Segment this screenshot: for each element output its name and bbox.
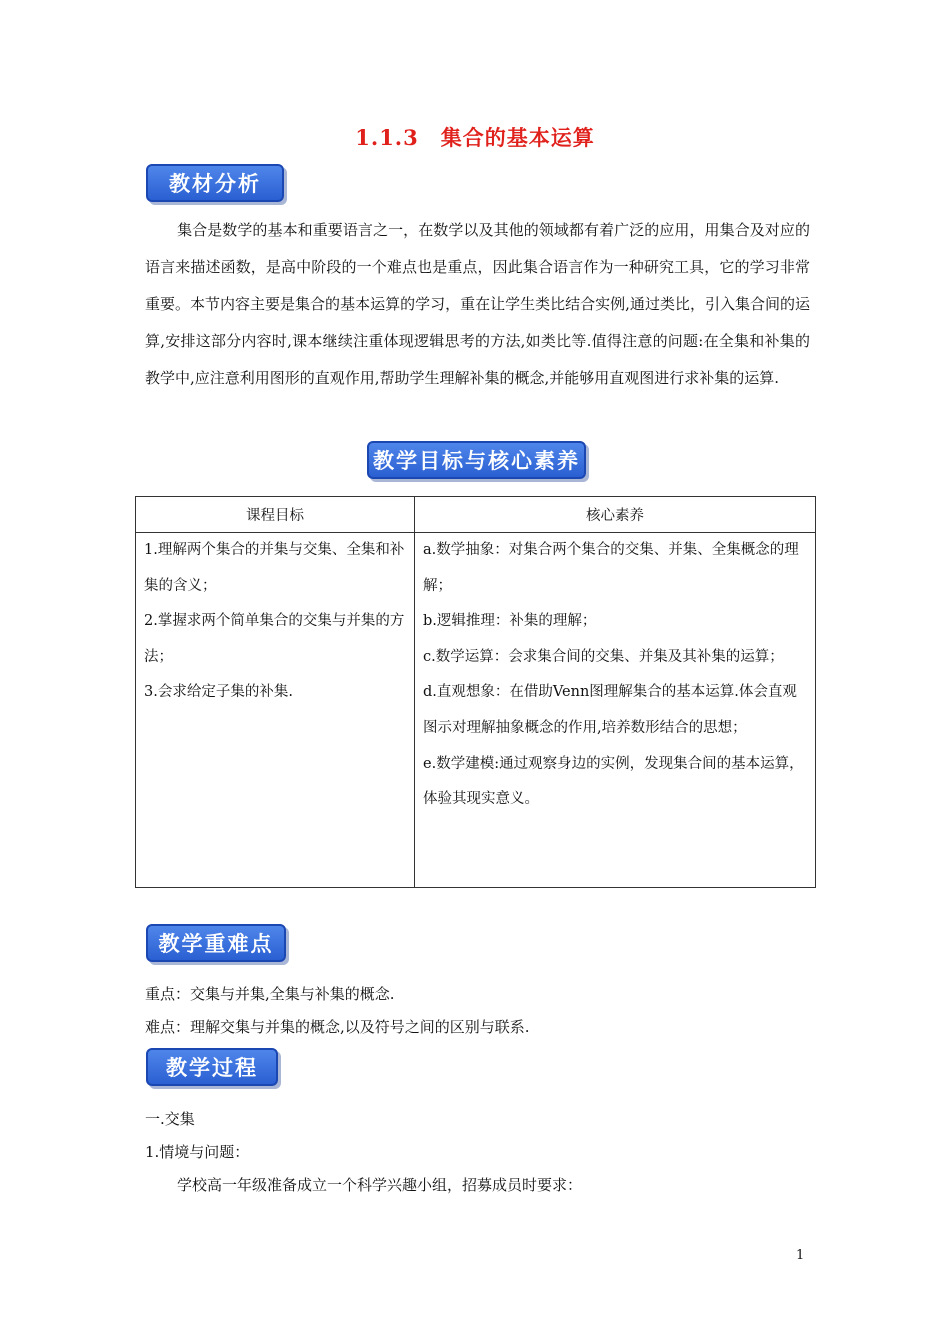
goal-item: 1.理解两个集合的并集与交集、全集和补集的含义； xyxy=(144,542,405,594)
literacy-item: d.直观想象：在借助Venn图理解集合的基本运算.体会直观图示对理解抽象概念的作用,培养数形结合的思想； xyxy=(423,684,797,736)
objectives-table xyxy=(135,496,816,888)
process-section-heading: 一.交集 xyxy=(145,1110,195,1128)
literacy-item: a.数学抽象：对集合两个集合的交集、并集、全集概念的理解； xyxy=(423,542,799,594)
section-badge-keypoints: 教学重难点 xyxy=(146,924,286,962)
key-point-line: 重点：交集与并集,全集与补集的概念. xyxy=(145,985,395,1003)
literacy-item: e.数学建模:通过观察身边的实例，发现集合间的基本运算，体验其现实意义。 xyxy=(423,755,804,808)
process-text: 学校高一年级准备成立一个科学兴趣小组，招募成员时要求： xyxy=(177,1176,583,1194)
goal-item: 3.会求给定子集的补集. xyxy=(144,684,293,701)
page-number: 1 xyxy=(796,1248,805,1263)
analysis-text: 集合是数学的基本和重要语言之一，在数学以及其他的领域都有着广泛的应用，用集合及对应的语言来描述函数，是高中阶段的一个难点也是重点，因此集合语言作为一种研究工具，它的学习非常重要。本节内容主要是集合的基本运算的学习，重在让学生类比结合实例,通过类比，引入集合间的运算,安排这部分内容时,课本继续注重体现逻辑思考的方法,如类比等.值得注意的问题:在全集和补集的教学中,应注意利用图形的直观作用,帮助学生理解补集的概念,并能够用直观图进行求补集的运算. xyxy=(145,221,810,387)
literacy-item: b.逻辑推理：补集的理解； xyxy=(423,613,597,630)
page-title: 1.1.3 集合的基本运算 xyxy=(355,125,595,150)
section-badge-analysis: 教材分析 xyxy=(146,164,284,202)
goals-cell xyxy=(136,533,415,888)
process-item-heading: 1.情境与问题： xyxy=(145,1143,250,1161)
table-header-literacy: 核心素养 xyxy=(415,497,816,533)
analysis-paragraph xyxy=(145,212,810,397)
goal-item: 2.掌握求两个简单集合的交集与并集的方法； xyxy=(144,613,405,665)
literacy-item: c.数学运算：会求集合间的交集、并集及其补集的运算； xyxy=(423,648,784,665)
difficulty-line: 难点：理解交集与并集的概念,以及符号之间的区别与联系. xyxy=(145,1018,530,1036)
table-header-goals: 课程目标 xyxy=(136,497,415,533)
literacy-cell xyxy=(415,533,816,888)
section-badge-objectives: 教学目标与核心素养 xyxy=(367,441,586,479)
section-badge-process: 教学过程 xyxy=(146,1048,278,1086)
